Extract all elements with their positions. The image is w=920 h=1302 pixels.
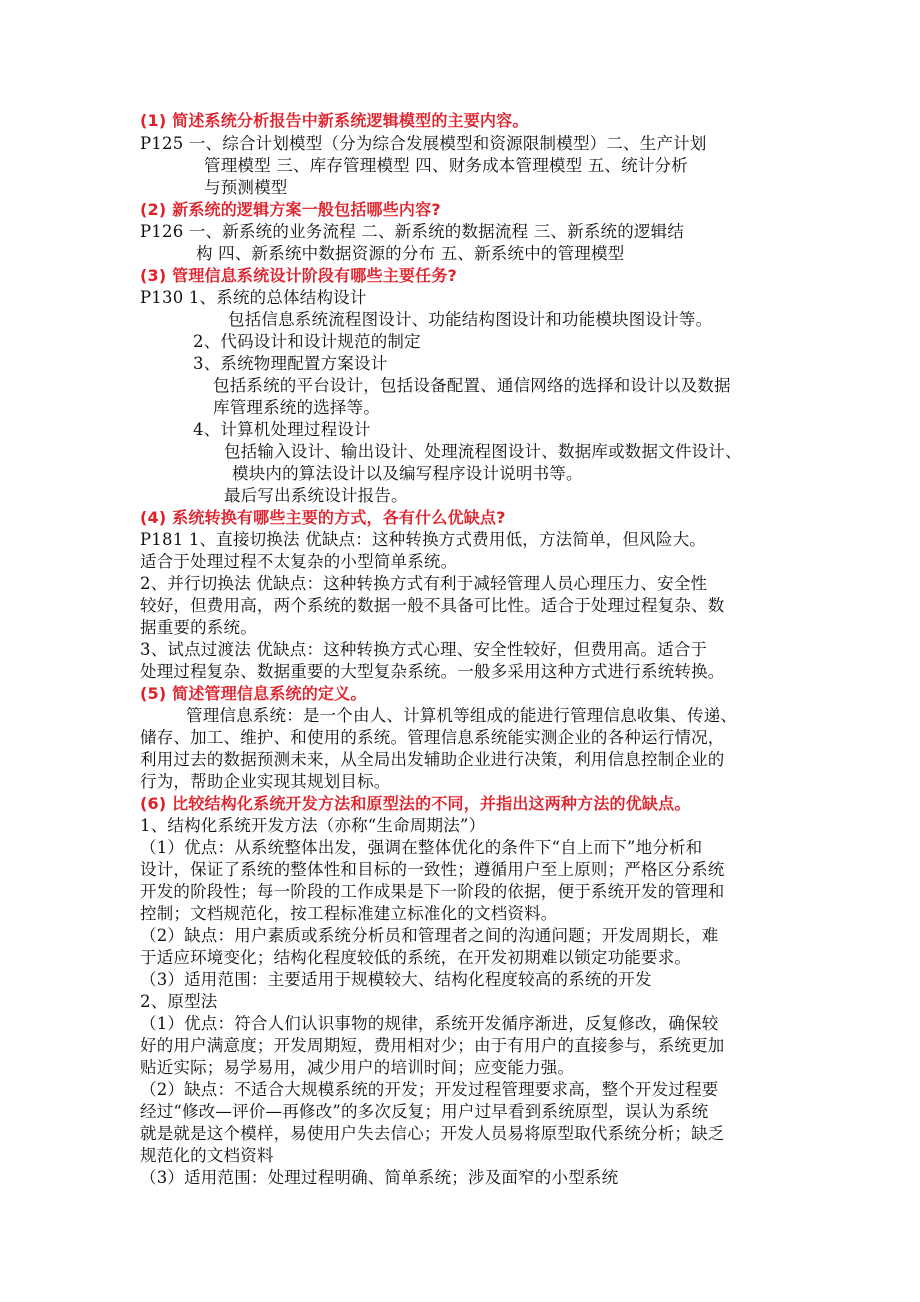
q4-line-5: 据重要的系统。 (140, 618, 257, 637)
q4-line-3: 2、并行切换法 优缺点：这种转换方式有利于减轻管理人员心理压力、安全性 (140, 574, 708, 593)
q3-line-7: 4、计算机处理过程设计 (193, 420, 371, 439)
q6-line-8: （3）适用范围：主要适用于规模较大、结构化程度较高的系统的开发 (140, 970, 652, 989)
q6-line-7: 于适应环境变化；结构化程度较低的系统，在开发初期难以锁定功能要求。 (140, 948, 692, 967)
question-2-title: (2) 新系统的逻辑方案一般包括哪些内容? (140, 200, 441, 219)
q3-line-10: 最后写出系统设计报告。 (224, 486, 408, 505)
q6-line-14: 经过“修改—评价—再修改”的多次反复；用户过早看到系统原型，误认为系统 (140, 1102, 709, 1121)
q6-line-6: （2）缺点：用户素质或系统分析员和管理者之间的沟通问题；开发周期长，难 (140, 926, 719, 945)
q6-line-9: 2、原型法 (140, 992, 218, 1011)
q6-line-11: 好的用户满意度；开发周期短，费用相对少；由于有用户的直接参与，系统更加 (140, 1036, 725, 1055)
q3-line-6: 库管理系统的选择等。 (213, 398, 380, 417)
question-1-title: (1) 简述系统分析报告中新系统逻辑模型的主要内容。 (140, 111, 529, 130)
question-5-title: (5) 简述管理信息系统的定义。 (140, 684, 367, 703)
q6-line-10: （1）优点：符合人们认识事物的规律，系统开发循序渐进，反复修改，确保较 (140, 1014, 719, 1033)
q3-line-5: 包括系统的平台设计，包括设备配置、通信网络的选择和设计以及数据 (213, 376, 731, 395)
q3-line-9: 模块内的算法设计以及编写程序设计说明书等。 (232, 464, 583, 483)
q6-line-3: 设计，保证了系统的整体性和目标的一致性；遵循用户至上原则；严格区分系统 (140, 860, 725, 879)
q4-line-2: 适合于处理过程不太复杂的小型简单系统。 (140, 552, 458, 571)
q6-line-5: 控制；文档规范化，按工程标准建立标准化的文档资料。 (140, 904, 558, 923)
q2-line-2: 构 四、新系统中数据资源的分布 五、新系统中的管理模型 (196, 244, 625, 263)
q4-line-6: 3、试点过渡法 优缺点：这种转换方式心理、安全性较好，但费用高。适合于 (140, 640, 708, 659)
q5-line-4: 行为，帮助企业实现其规划目标。 (140, 772, 391, 791)
q6-line-16: 规范化的文档资料 (140, 1146, 274, 1165)
q1-line-3: 与预测模型 (204, 178, 288, 197)
q6-line-2: （1）优点：从系统整体出发，强调在整体优化的条件下“自上而下”地分析和 (140, 838, 703, 857)
q5-line-1: 管理信息系统：是一个由人、计算机等组成的能进行管理信息收集、传递、 (186, 706, 738, 725)
q4-line-1: P181 1、直接切换法 优缺点：这种转换方式费用低，方法简单，但风险大。 (140, 530, 706, 549)
q3-line-3: 2、代码设计和设计规范的制定 (193, 332, 421, 351)
q6-line-15: 就是就是这个模样，易使用户失去信心；开发人员易将原型取代系统分析；缺乏 (140, 1124, 725, 1143)
question-3-title: (3) 管理信息系统设计阶段有哪些主要任务? (140, 266, 458, 285)
q6-line-1: 1、结构化系统开发方法（亦称“生命周期法”） (140, 816, 486, 835)
q3-line-4: 3、系统物理配置方案设计 (193, 354, 388, 373)
q1-line-2: 管理模型 三、库存管理模型 四、财务成本管理模型 五、统计分析 (204, 156, 688, 175)
question-6-title: (6) 比较结构化系统开发方法和原型法的不同，并指出这两种方法的优缺点。 (140, 794, 691, 813)
q4-line-4: 较好，但费用高，两个系统的数据一般不具备可比性。适合于处理过程复杂、数 (140, 596, 725, 615)
q6-line-13: （2）缺点：不适合大规模系统的开发；开发过程管理要求高，整个开发过程要 (140, 1080, 719, 1099)
q4-line-7: 处理过程复杂、数据重要的大型复杂系统。一般多采用这种方式进行系统转换。 (140, 662, 725, 681)
q6-line-12: 贴近实际；易学易用，减少用户的培训时间；应变能力强。 (140, 1058, 575, 1077)
q3-line-8: 包括输入设计、输出设计、处理流程图设计、数据库或数据文件设计、 (224, 442, 742, 461)
q6-line-4: 开发的阶段性；每一阶段的工作成果是下一阶段的依据，便于系统开发的管理和 (140, 882, 725, 901)
q5-line-2: 储存、加工、维护、和使用的系统。管理信息系统能实测企业的各种运行情况， (140, 728, 725, 747)
q1-line-1: P125 一、综合计划模型（分为综合发展模型和资源限制模型）二、生产计划 (140, 134, 707, 153)
q5-line-3: 利用过去的数据预测未来，从全局出发辅助企业进行决策，利用信息控制企业的 (140, 750, 725, 769)
question-4-title: (4) 系统转换有哪些主要的方式，各有什么优缺点? (140, 508, 506, 527)
q6-line-17: （3）适用范围：处理过程明确、简单系统；涉及面窄的小型系统 (140, 1168, 619, 1187)
q2-line-1: P126 一、新系统的业务流程 二、新系统的数据流程 三、新系统的逻辑结 (140, 222, 685, 241)
q3-line-1: P130 1、系统的总体结构设计 (140, 288, 367, 307)
q3-line-2: 包括信息系统流程图设计、功能结构图设计和功能模块图设计等。 (228, 310, 713, 329)
